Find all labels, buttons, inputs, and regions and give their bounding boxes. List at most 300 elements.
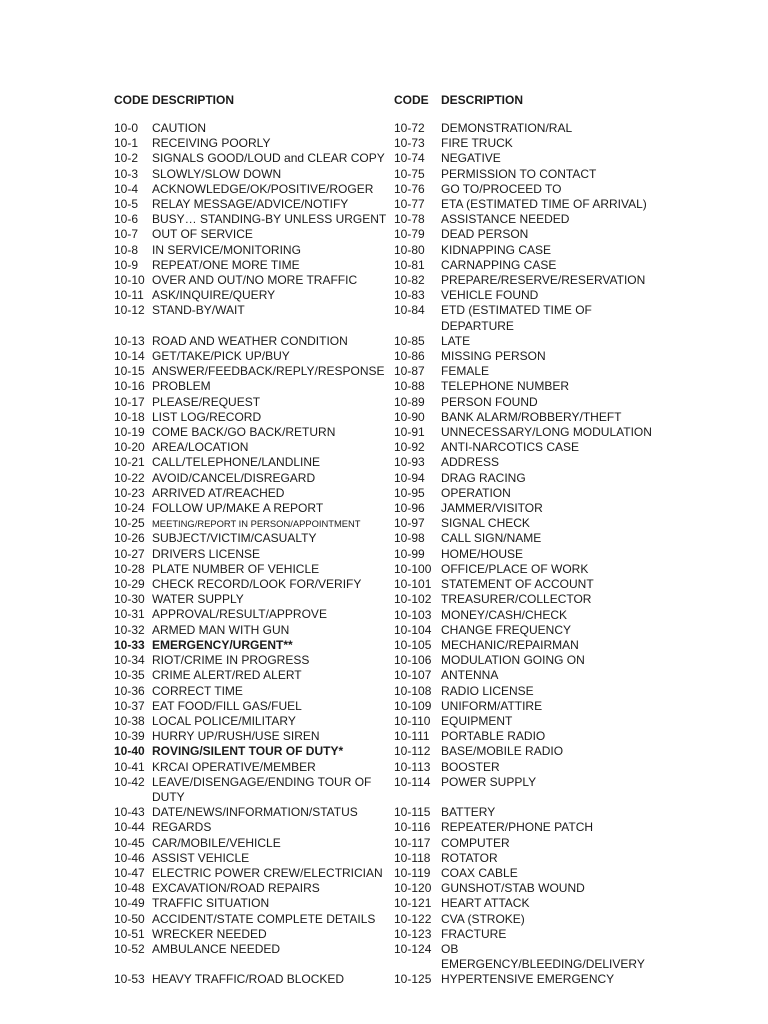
code-row: [394, 516, 661, 531]
code-cell: 10-72: [394, 121, 425, 135]
description-cell: DRIVERS LICENSE: [152, 546, 261, 561]
code-cell: 10-16: [114, 379, 145, 394]
code-row: [114, 455, 386, 470]
code-cell: 10-79: [394, 227, 425, 242]
code-row: [394, 440, 661, 455]
code-cell: 10-7: [114, 227, 139, 242]
code-cell: 10-24: [114, 501, 145, 516]
code-row: [394, 805, 661, 820]
code-row: [114, 684, 386, 699]
description-cell: JAMMER/VISITOR: [441, 501, 543, 516]
code-cell: 10-34: [114, 653, 145, 668]
description-cell: PERMISSION TO CONTACT: [441, 166, 597, 181]
code-cell: 10-33: [114, 637, 145, 652]
code-row: [394, 395, 661, 410]
code-row: [114, 395, 386, 410]
code-row: [114, 836, 386, 851]
code-cell: 10-53: [114, 972, 145, 987]
code-row: [394, 927, 661, 942]
code-cell: 10-80: [394, 242, 425, 257]
description-cell: BASE/MOBILE RADIO: [441, 744, 564, 759]
code-row: [394, 592, 661, 607]
code-row: [394, 486, 661, 501]
code-row: [114, 501, 386, 516]
code-cell: 10-92: [394, 440, 425, 455]
code-cell: 10-30: [114, 592, 145, 607]
description-cell: UNIFORM/ATTIRE: [441, 698, 543, 713]
code-row: [114, 273, 386, 288]
description-cell: SLOWLY/SLOW DOWN: [152, 166, 282, 181]
description-cell: OVER AND OUT/NO MORE TRAFFIC: [152, 273, 358, 288]
description-cell: ELECTRIC POWER CREW/ELECTRICIAN: [152, 865, 383, 880]
code-row: [114, 972, 386, 987]
description-cell: WRECKER NEEDED: [152, 926, 267, 941]
code-cell: 10-13: [114, 333, 145, 348]
description-cell: GUNSHOT/STAB WOUND: [441, 881, 585, 896]
code-cell: 10-96: [394, 501, 425, 516]
code-cell: 10-91: [394, 425, 425, 440]
code-row: [394, 608, 661, 623]
description-cell: MODULATION GOING ON: [441, 653, 585, 668]
code-cell: 10-49: [114, 896, 145, 911]
description-cell: ROTATOR: [441, 850, 498, 865]
code-row: [114, 379, 386, 394]
description-cell: IN SERVICE/MONITORING: [152, 242, 301, 257]
description-cell: ADDRESS: [441, 455, 500, 470]
description-cell: MISSING PERSON: [441, 349, 546, 364]
description-cell: BOOSTER: [441, 759, 500, 774]
description-cell: AREA/LOCATION: [152, 440, 249, 455]
code-cell: 10-99: [394, 546, 425, 561]
code-cell: 10-124: [394, 941, 432, 956]
description-cell: RECEIVING POORLY: [152, 136, 271, 151]
code-cell: 10-23: [114, 485, 145, 500]
description-cell: HYPERTENSIVE EMERGENCY: [441, 972, 615, 987]
code-cell: 10-41: [114, 759, 145, 774]
code-row: [394, 349, 661, 364]
description-cell: ACCIDENT/STATE COMPLETE DETAILS: [152, 911, 376, 926]
code-row: [394, 912, 661, 927]
description-cell: PORTABLE RADIO: [441, 729, 546, 744]
code-row: [114, 653, 386, 668]
code-cell: 10-90: [394, 409, 425, 424]
code-cell: 10-78: [394, 212, 425, 227]
code-cell: 10-97: [394, 516, 425, 531]
code-cell: 10-100: [394, 561, 432, 576]
code-row: [114, 744, 386, 759]
code-cell: 10-102: [394, 592, 432, 607]
description-cell: HURRY UP/RUSH/USE SIREN: [152, 729, 320, 744]
code-row: [114, 425, 386, 440]
code-row: [114, 410, 386, 425]
code-row: [394, 364, 661, 379]
code-row: [394, 151, 661, 166]
code-cell: 10-35: [114, 668, 145, 683]
code-cell: 10-119: [394, 865, 431, 880]
row-spacer: [114, 957, 386, 972]
code-cell: 10-75: [394, 166, 425, 181]
code-row: [114, 364, 386, 379]
description-cell: COMPUTER: [441, 835, 510, 850]
code-row: [394, 303, 661, 333]
code-cell: 10-12: [114, 303, 145, 318]
code-row: [114, 851, 386, 866]
description-cell: ROVING/SILENT TOUR OF DUTY*: [152, 744, 344, 759]
description-cell: KRCAI OPERATIVE/MEMBER: [152, 759, 316, 774]
code-row: [114, 303, 386, 318]
description-cell: MONEY/CASH/CHECK: [441, 607, 568, 622]
description-cell: ASSIST VEHICLE: [152, 850, 250, 865]
description-cell: COAX CABLE: [441, 865, 518, 880]
description-cell: BANK ALARM/ROBBERY/THEFT: [441, 409, 622, 424]
code-cell: 10-50: [114, 911, 145, 926]
code-cell: 10-52: [114, 941, 145, 956]
code-cell: 10-76: [394, 181, 425, 196]
code-row: [114, 942, 386, 957]
code-cell: 10-14: [114, 349, 145, 364]
code-row: [394, 775, 661, 790]
code-cell: 10-46: [114, 850, 145, 865]
code-row: [114, 805, 386, 820]
code-cell: 10-84: [394, 303, 425, 318]
code-cell: 10-10: [114, 273, 145, 288]
description-cell: CHECK RECORD/LOOK FOR/VERIFY: [152, 577, 362, 592]
code-row: [394, 334, 661, 349]
description-cell: KIDNAPPING CASE: [441, 242, 552, 257]
code-cell: 10-8: [114, 242, 139, 257]
code-row: [394, 455, 661, 470]
description-cell: COME BACK/GO BACK/RETURN: [152, 425, 336, 440]
code-cell: 10-111: [394, 729, 430, 744]
code-row: [394, 425, 661, 440]
code-cell: 10-31: [114, 607, 145, 622]
code-row: [114, 243, 386, 258]
code-row: [114, 729, 386, 744]
code-row: [114, 440, 386, 455]
description-cell: AVOID/CANCEL/DISREGARD: [152, 470, 316, 485]
code-cell: 10-48: [114, 881, 145, 896]
code-row: [394, 182, 661, 197]
code-cell: 10-32: [114, 622, 145, 637]
code-row: [114, 167, 386, 182]
description-cell: ANTENNA: [441, 668, 499, 683]
column-header: [114, 92, 386, 108]
description-cell: PLEASE/REQUEST: [152, 394, 261, 409]
code-cell: 10-86: [394, 349, 425, 364]
code-cell: 10-74: [394, 151, 425, 166]
description-cell: ROAD AND WEATHER CONDITION: [152, 333, 348, 348]
description-cell: WATER SUPPLY: [152, 592, 244, 607]
description-cell: EMERGENCY/URGENT**: [152, 637, 293, 652]
description-cell: CHANGE FREQUENCY: [441, 622, 572, 637]
code-cell: 10-20: [114, 440, 145, 455]
code-row: [394, 668, 661, 683]
code-row: [394, 410, 661, 425]
code-cell: 10-89: [394, 394, 425, 409]
code-row: [394, 760, 661, 775]
code-row: [114, 182, 386, 197]
code-row: [394, 714, 661, 729]
code-row: [114, 927, 386, 942]
code-row: [394, 881, 661, 896]
description-cell: ETA (ESTIMATED TIME OF ARRIVAL): [441, 197, 647, 212]
description-cell: RELAY MESSAGE/ADVICE/NOTIFY: [152, 197, 349, 212]
description-cell: HEART ATTACK: [441, 896, 530, 911]
description-cell: PLATE NUMBER OF VEHICLE: [152, 561, 320, 576]
description-cell: PROBLEM: [152, 379, 211, 394]
code-row: [114, 760, 386, 775]
description-cell: STAND-BY/WAIT: [152, 303, 245, 318]
description-cell: STATEMENT OF ACCOUNT: [441, 577, 594, 592]
description-cell: ETD (ESTIMATED TIME OF DEPARTURE: [441, 303, 592, 333]
code-cell: 10-123: [394, 926, 432, 941]
code-row: [394, 729, 661, 744]
code-row: [114, 531, 386, 546]
code-cell: 10-85: [394, 333, 425, 348]
left-column: [114, 92, 386, 988]
code-cell: 10-104: [394, 622, 432, 637]
code-row: [114, 227, 386, 242]
code-cell: 10-25: [114, 516, 145, 531]
description-cell: CAUTION: [152, 121, 206, 135]
description-cell: OUT OF SERVICE: [152, 227, 253, 242]
code-cell: 10-42: [114, 774, 145, 789]
description-cell: ARRIVED AT/REACHED: [152, 485, 285, 500]
description-cell: OFFICE/PLACE OF WORK: [441, 561, 589, 576]
description-cell: POWER SUPPLY: [441, 774, 537, 789]
code-header: CODE: [394, 93, 429, 107]
description-cell: CAR/MOBILE/VEHICLE: [152, 835, 281, 850]
code-row: [394, 136, 661, 151]
code-cell: 10-108: [394, 683, 432, 698]
code-row: [394, 744, 661, 759]
code-cell: 10-93: [394, 455, 425, 470]
description-cell: TELEPHONE NUMBER: [441, 379, 570, 394]
code-row: [394, 653, 661, 668]
code-row: [394, 896, 661, 911]
description-cell: CVA (STROKE): [441, 911, 525, 926]
code-cell: 10-77: [394, 197, 425, 212]
code-cell: 10-28: [114, 561, 145, 576]
code-row: [114, 349, 386, 364]
description-cell: ARMED MAN WITH GUN: [152, 622, 290, 637]
code-row: [114, 486, 386, 501]
code-row: [114, 212, 386, 227]
code-cell: 10-112: [394, 744, 431, 759]
code-cell: 10-110: [394, 713, 431, 728]
code-cell: 10-95: [394, 485, 425, 500]
code-cell: 10-21: [114, 455, 145, 470]
code-row: [394, 258, 661, 273]
description-cell: UNNECESSARY/LONG MODULATION: [441, 425, 652, 440]
code-row: [394, 227, 661, 242]
description-cell: OPERATION: [441, 485, 511, 500]
code-row: [394, 288, 661, 303]
code-row: [114, 896, 386, 911]
code-cell: 10-11: [114, 288, 144, 303]
code-cell: 10-115: [394, 805, 431, 820]
code-cell: 10-36: [114, 683, 145, 698]
description-cell: BATTERY: [441, 805, 496, 820]
code-row: [394, 684, 661, 699]
code-row: [394, 273, 661, 288]
code-row: [394, 243, 661, 258]
description-cell: CALL SIGN/NAME: [441, 531, 542, 546]
code-row: [394, 121, 661, 136]
code-cell: 10-98: [394, 531, 425, 546]
code-row: [394, 836, 661, 851]
code-row: [394, 562, 661, 577]
description-cell: CALL/TELEPHONE/LANDLINE: [152, 455, 321, 470]
code-cell: 10-19: [114, 425, 145, 440]
code-row: [114, 562, 386, 577]
description-header: DESCRIPTION: [152, 93, 235, 107]
code-row: [114, 638, 386, 653]
description-cell: GET/TAKE/PICK UP/BUY: [152, 349, 290, 364]
description-cell: EQUIPMENT: [441, 713, 513, 728]
code-cell: 10-105: [394, 637, 432, 652]
code-row: [394, 972, 661, 987]
code-cell: 10-43: [114, 805, 145, 820]
code-cell: 10-4: [114, 181, 139, 196]
code-cell: 10-37: [114, 698, 145, 713]
code-cell: 10-1: [114, 136, 139, 151]
code-row: [114, 881, 386, 896]
description-cell: FRACTURE: [441, 926, 507, 941]
code-cell: 10-27: [114, 546, 145, 561]
code-row: [114, 714, 386, 729]
description-cell: LIST LOG/RECORD: [152, 409, 262, 424]
description-cell: BUSY… STANDING-BY UNLESS URGENT: [152, 212, 387, 227]
code-cell: 10-81: [394, 257, 425, 272]
description-cell: LEAVE/DISENGAGE/ENDING TOUR OF DUTY: [152, 774, 372, 804]
code-cell: 10-0: [114, 121, 139, 135]
code-header: CODE: [114, 93, 149, 107]
description-cell: MEETING/REPORT IN PERSON/APPOINTMENT: [152, 518, 361, 530]
description-cell: HEAVY TRAFFIC/ROAD BLOCKED: [152, 972, 345, 987]
description-cell: SUBJECT/VICTIM/CASUALTY: [152, 531, 317, 546]
code-row: [114, 866, 386, 881]
code-cell: 10-94: [394, 470, 425, 485]
row-spacer: [394, 790, 661, 805]
code-cell: 10-113: [394, 759, 431, 774]
description-cell: CRIME ALERT/RED ALERT: [152, 668, 302, 683]
code-row: [394, 379, 661, 394]
code-row: [114, 820, 386, 835]
description-cell: EXCAVATION/ROAD REPAIRS: [152, 881, 320, 896]
code-row: [394, 197, 661, 212]
code-row: [114, 577, 386, 592]
description-cell: SIGNAL CHECK: [441, 516, 530, 531]
code-cell: 10-15: [114, 364, 145, 379]
description-cell: FIRE TRUCK: [441, 136, 513, 151]
code-row: [114, 151, 386, 166]
code-row: [394, 501, 661, 516]
code-row: [114, 623, 386, 638]
description-cell: FEMALE: [441, 364, 490, 379]
description-header: DESCRIPTION: [441, 93, 524, 107]
description-cell: GO TO/PROCEED TO: [441, 181, 562, 196]
code-cell: 10-116: [394, 820, 431, 835]
code-row: [114, 258, 386, 273]
description-cell: HOME/HOUSE: [441, 546, 524, 561]
description-cell: DRAG RACING: [441, 470, 526, 485]
code-row: [394, 212, 661, 227]
description-cell: ANSWER/FEEDBACK/REPLY/RESPONSE: [152, 364, 385, 379]
description-cell: CARNAPPING CASE: [441, 257, 557, 272]
description-cell: ASK/INQUIRE/QUERY: [152, 288, 276, 303]
description-cell: FOLLOW UP/MAKE A REPORT: [152, 501, 324, 516]
code-cell: 10-17: [114, 394, 145, 409]
code-cell: 10-40: [114, 744, 145, 759]
code-row: [114, 668, 386, 683]
description-cell: REGARDS: [152, 820, 212, 835]
code-row: [394, 638, 661, 653]
description-cell: ANTI-NARCOTICS CASE: [441, 440, 580, 455]
code-row: [394, 623, 661, 638]
code-cell: 10-117: [394, 835, 431, 850]
code-cell: 10-47: [114, 865, 145, 880]
description-cell: ASSISTANCE NEEDED: [441, 212, 570, 227]
code-cell: 10-45: [114, 835, 145, 850]
code-cell: 10-83: [394, 288, 425, 303]
code-cell: 10-2: [114, 151, 139, 166]
right-rows: [394, 121, 661, 988]
code-row: [114, 136, 386, 151]
description-cell: REPEATER/PHONE PATCH: [441, 820, 594, 835]
code-cell: 10-51: [114, 926, 145, 941]
code-row: [114, 592, 386, 607]
code-cell: 10-38: [114, 713, 145, 728]
code-cell: 10-87: [394, 364, 425, 379]
description-cell: OB EMERGENCY/BLEEDING/DELIVERY: [441, 941, 645, 972]
code-cell: 10-29: [114, 577, 145, 592]
description-cell: LATE: [441, 333, 471, 348]
code-cell: 10-26: [114, 531, 145, 546]
description-cell: TRAFFIC SITUATION: [152, 896, 270, 911]
code-cell: 10-118: [394, 850, 431, 865]
code-row: [394, 577, 661, 592]
description-cell: RIOT/CRIME IN PROGRESS: [152, 653, 310, 668]
code-cell: 10-82: [394, 273, 425, 288]
description-cell: RADIO LICENSE: [441, 683, 534, 698]
code-row: [114, 471, 386, 486]
code-cell: 10-39: [114, 729, 145, 744]
code-cell: 10-18: [114, 409, 145, 424]
description-cell: REPEAT/ONE MORE TIME: [152, 257, 300, 272]
code-row: [114, 197, 386, 212]
code-row: [394, 866, 661, 881]
code-row: [114, 775, 386, 805]
description-cell: EAT FOOD/FILL GAS/FUEL: [152, 698, 302, 713]
description-cell: MECHANIC/REPAIRMAN: [441, 637, 579, 652]
code-cell: 10-6: [114, 212, 139, 227]
code-row: [394, 851, 661, 866]
description-cell: AMBULANCE NEEDED: [152, 941, 281, 956]
description-cell: PERSON FOUND: [441, 394, 538, 409]
left-rows: [114, 121, 386, 988]
description-cell: CORRECT TIME: [152, 683, 243, 698]
description-cell: DATE/NEWS/INFORMATION/STATUS: [152, 805, 358, 820]
code-row: [114, 288, 386, 303]
description-cell: LOCAL POLICE/MILITARY: [152, 713, 296, 728]
code-row: [394, 699, 661, 714]
code-row: [114, 607, 386, 622]
code-row: [114, 912, 386, 927]
description-cell: DEMONSTRATION/RAL: [441, 121, 573, 135]
code-cell: 10-120: [394, 881, 432, 896]
code-row: [114, 547, 386, 562]
